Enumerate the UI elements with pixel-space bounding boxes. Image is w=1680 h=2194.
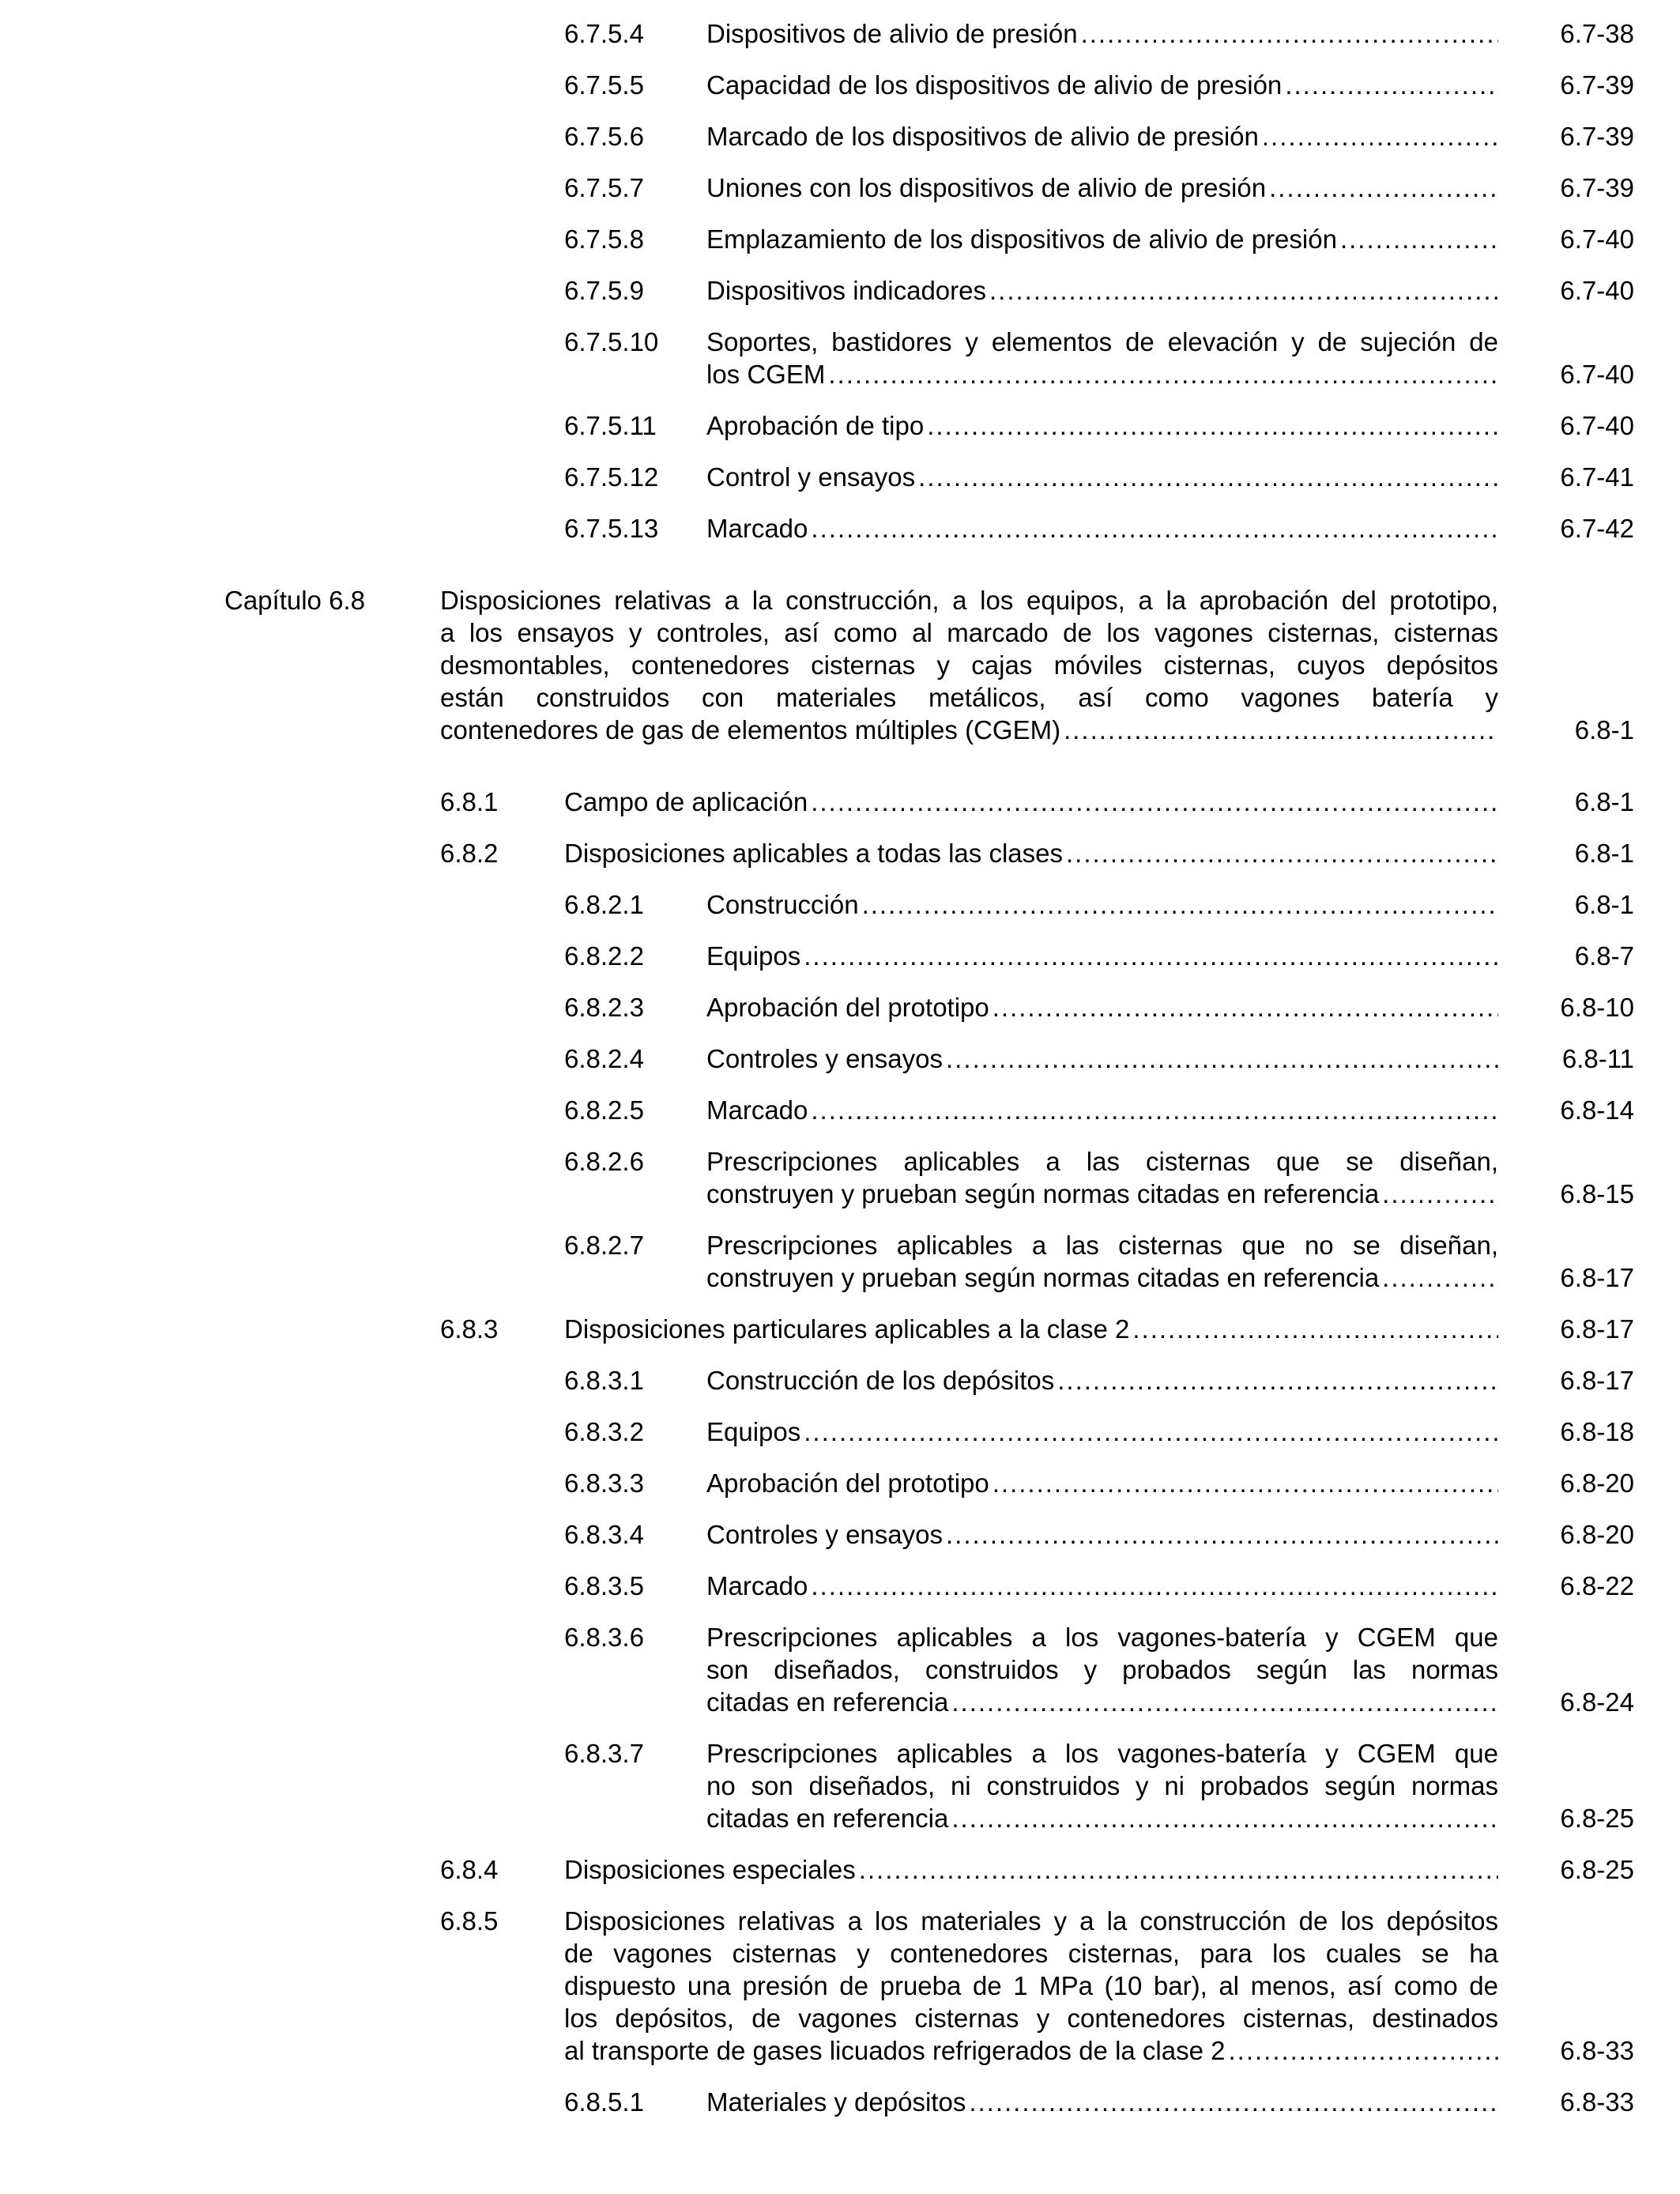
toc-entry-title-line: Controles y ensayos ..... (706, 1042, 1498, 1075)
toc-entry-title (706, 120, 1498, 153)
toc-entry[interactable] (0, 1621, 1680, 1718)
toc-entry-page-number: 6.8-25 (1560, 1855, 1634, 1884)
toc-entry-title-line: Dispositivos indicadores ..... (706, 274, 1498, 307)
toc-entry-title-line: Marcado ..... (706, 1094, 1498, 1126)
toc-entry-page-number: 6.7-41 (1560, 462, 1634, 492)
dot-leader (1379, 1178, 1498, 1210)
toc-entry-title (706, 274, 1498, 307)
toc-entry-page-number: 6.7-39 (1560, 122, 1634, 151)
toc-entry-page-number: 6.8-1 (1574, 839, 1634, 868)
toc-entry-title-line: Prescripciones aplicables a las cisternas que no se diseñan, (706, 1231, 1498, 1260)
dot-leader (800, 1416, 1498, 1448)
toc-entry[interactable] (0, 1737, 1680, 1834)
toc-entry-title-line: Disposiciones particulares aplicables a la clase 2 ..... (564, 1313, 1498, 1345)
toc-entry-title-line: construyen y prueban según normas citadas en referencia ..... (706, 1178, 1498, 1210)
toc-entry-number: 6.8.3.6 (564, 1623, 644, 1652)
toc-entry-title-line: los CGEM ..... (706, 358, 1498, 390)
toc-entry-title-line: Prescripciones aplicables a los vagones-batería y CGEM que (706, 1623, 1498, 1652)
toc-entry-title-line: Aprobación de tipo ..... (706, 409, 1498, 442)
toc-entry-page-number: 6.8-20 (1560, 1520, 1634, 1549)
toc-entry-title-line: Capacidad de los dispositivos de alivio de presión ..... (706, 69, 1498, 101)
toc-entry-number: 6.7.5.11 (564, 411, 657, 440)
toc-entry[interactable] (0, 69, 1680, 101)
toc-entry-title-line: Marcado ..... (706, 1570, 1498, 1602)
toc-entry[interactable] (0, 120, 1680, 153)
toc-entry-number: 6.8.2.6 (564, 1147, 644, 1176)
toc-entry-title-line: citadas en referencia ..... (706, 1686, 1498, 1718)
toc-entry-title-line: Disposiciones relativas a los materiales y a la construcción de los depósitos (564, 1906, 1498, 1936)
toc-entry-title-line: Marcado ..... (706, 512, 1498, 545)
toc-entry-number: 6.7.5.13 (564, 514, 659, 543)
toc-entry-page-number: 6.8-33 (1560, 2087, 1634, 2117)
toc-entry-page-number: 6.8-15 (1560, 1179, 1634, 1208)
toc-entry-title-line: construyen y prueban según normas citadas en referencia ..... (706, 1261, 1498, 1294)
toc-entry-title-line: Construcción de los depósitos ..... (706, 1364, 1498, 1397)
toc-entry[interactable] (0, 2086, 1680, 2118)
toc-entry[interactable] (0, 940, 1680, 972)
toc-entry-title (706, 1570, 1498, 1602)
dot-leader (825, 358, 1498, 390)
toc-entry-number: 6.7.5.12 (564, 462, 659, 492)
toc-entry-title (564, 1905, 1498, 2067)
toc-entry-title (564, 1853, 1498, 1886)
toc-entry-title (706, 1518, 1498, 1551)
toc-entry-page-number: 6.8-14 (1560, 1095, 1634, 1125)
dot-leader (808, 1094, 1498, 1126)
toc-entry-title (706, 991, 1498, 1023)
toc-entry[interactable] (0, 888, 1680, 921)
toc-entry-title-line: Equipos ..... (706, 1416, 1498, 1448)
toc-entry-title-line: Uniones con los dispositivos de alivio de presión ..... (706, 172, 1498, 204)
toc-entry-title (706, 512, 1498, 545)
toc-entry[interactable] (0, 786, 1680, 818)
toc-entry-title (564, 837, 1498, 869)
dot-leader (989, 991, 1498, 1023)
toc-entry-title-line: al transporte de gases licuados refrigerados de la clase 2 ..... (564, 2034, 1498, 2067)
toc-entry-title (706, 1737, 1498, 1834)
toc-entry[interactable] (0, 1467, 1680, 1499)
toc-entry-page-number: 6.8-20 (1560, 1468, 1634, 1498)
toc-entry[interactable] (0, 1042, 1680, 1075)
dot-leader (1129, 1313, 1498, 1345)
dot-leader (856, 1853, 1498, 1886)
toc-entry-page-number: 6.8-1 (1574, 890, 1634, 919)
toc-entry-page-number: 6.7-42 (1560, 514, 1634, 543)
toc-entry-number: 6.8.3.5 (564, 1571, 644, 1600)
toc-entry-title-line: están construidos con materiales metálicos, así como vagones batería y (440, 683, 1498, 712)
toc-entry[interactable] (0, 1145, 1680, 1210)
toc-entry[interactable] (0, 1229, 1680, 1294)
toc-entry[interactable] (0, 1905, 1680, 2067)
dot-leader (808, 786, 1498, 818)
toc-entry[interactable] (0, 991, 1680, 1023)
toc-entry-number: 6.7.5.9 (564, 276, 644, 305)
dot-leader (948, 1802, 1498, 1834)
dot-leader (943, 1518, 1498, 1551)
dot-leader (800, 940, 1498, 972)
toc-entry[interactable] (0, 1364, 1680, 1397)
dot-leader (1282, 69, 1498, 101)
toc-entry-title (706, 1364, 1498, 1397)
toc-entry-page-number: 6.7-39 (1560, 173, 1634, 202)
toc-entry-page-number: 6.7-39 (1560, 70, 1634, 100)
toc-entry-number: 6.8.2.7 (564, 1231, 644, 1260)
toc-entry-title (564, 786, 1498, 818)
dot-leader (1078, 17, 1498, 50)
dot-leader (924, 409, 1498, 442)
toc-entry-page-number: 6.7-40 (1560, 360, 1634, 389)
toc-entry-title (706, 326, 1498, 390)
toc-entry-page-number: 6.7-40 (1560, 224, 1634, 254)
toc-entry[interactable] (0, 274, 1680, 307)
toc-entry-number: 6.7.5.4 (564, 19, 644, 48)
toc-entry-title-line: Campo de aplicación ..... (564, 786, 1498, 818)
toc-entry-number: 6.8.5 (440, 1906, 499, 1936)
toc-entry-title-line: Construcción ..... (706, 888, 1498, 921)
toc-entry-title-line: los depósitos, de vagones cisternas y contenedores cisternas, destinados (564, 2004, 1498, 2033)
toc-entry-title-line: desmontables, contenedores cisternas y cajas móviles cisternas, cuyos depósitos (440, 650, 1498, 680)
toc-entry-title-line: no son diseñados, ni construidos y ni probados según normas (706, 1771, 1498, 1800)
toc-entry-title (706, 940, 1498, 972)
toc-entry-page-number: 6.8-17 (1560, 1263, 1634, 1292)
dot-leader (1054, 1364, 1498, 1397)
toc-entry[interactable] (0, 172, 1680, 204)
toc-entry-page-number: 6.7-38 (1560, 19, 1634, 48)
toc-entry-page-number: 6.8-33 (1560, 2036, 1634, 2065)
toc-entry-number: Capítulo 6.8 (224, 586, 365, 615)
toc-entry-number: 6.8.2.4 (564, 1044, 644, 1073)
toc-entry-number: 6.8.3.7 (564, 1739, 644, 1768)
toc-entry[interactable] (0, 1094, 1680, 1126)
toc-entry-title-line: dispuesto una presión de prueba de 1 MPa (10 bar), al menos, así como de (564, 1971, 1498, 2000)
toc-entry-number: 6.8.2.1 (564, 890, 644, 919)
toc-entry[interactable] (0, 837, 1680, 869)
toc-entry[interactable] (0, 223, 1680, 255)
toc-entry-page-number: 6.8-24 (1560, 1687, 1634, 1717)
toc-entry-page-number: 6.8-1 (1574, 715, 1634, 745)
toc-entry-title-line: Prescripciones aplicables a los vagones-batería y CGEM que (706, 1739, 1498, 1768)
toc-entry-title-line: Prescripciones aplicables a las cisternas que se diseñan, (706, 1147, 1498, 1176)
toc-entry-page-number: 6.8-18 (1560, 1417, 1634, 1446)
toc-entry-title-line: Marcado de los dispositivos de alivio de presión ..... (706, 120, 1498, 153)
toc-entry-page-number: 6.8-1 (1574, 787, 1634, 816)
toc-entry-title (440, 584, 1498, 746)
toc-entry[interactable] (0, 1416, 1680, 1448)
toc-entry-title-line: Aprobación del prototipo ..... (706, 991, 1498, 1023)
toc-entry-title (706, 1621, 1498, 1718)
toc-entry-number: 6.8.3.3 (564, 1468, 644, 1498)
toc-entry-title (706, 1145, 1498, 1210)
toc-entry-title (706, 1042, 1498, 1075)
toc-entry-title-line: Emplazamiento de los dispositivos de alivio de presión ..... (706, 223, 1498, 255)
toc-entry-title (706, 172, 1498, 204)
toc-entry-title-line: Dispositivos de alivio de presión ..... (706, 17, 1498, 50)
toc-entry-title-line: a los ensayos y controles, así como al marcado de los vagones cisternas, cisternas (440, 618, 1498, 647)
dot-leader (1266, 172, 1498, 204)
toc-entry-number: 6.8.2 (440, 839, 499, 868)
toc-entry-title (706, 69, 1498, 101)
toc-entry-title-line: Aprobación del prototipo ..... (706, 1467, 1498, 1499)
toc-entry-title-line: Controles y ensayos ..... (706, 1518, 1498, 1551)
dot-leader (943, 1042, 1498, 1075)
toc-entry-title-line: contenedores de gas de elementos múltiples (CGEM) ..... (440, 714, 1498, 746)
dot-leader (1060, 714, 1498, 746)
toc-entry-number: 6.7.5.10 (564, 327, 659, 356)
dot-leader (1226, 2034, 1499, 2067)
toc-entry[interactable] (0, 584, 1680, 746)
dot-leader (808, 1570, 1498, 1602)
toc-entry[interactable] (0, 512, 1680, 545)
toc-entry[interactable] (0, 1313, 1680, 1345)
toc-entry-number: 6.8.4 (440, 1855, 499, 1884)
toc-entry-title (706, 1094, 1498, 1126)
toc-entry[interactable] (0, 1518, 1680, 1551)
toc-entry-number: 6.8.3 (440, 1314, 499, 1344)
dot-leader (1259, 120, 1498, 153)
toc-entry-page-number: 6.8-22 (1560, 1571, 1634, 1600)
dot-leader (859, 888, 1498, 921)
toc-entry-title-line: Disposiciones especiales ..... (564, 1853, 1498, 1886)
toc-entry-page-number: 6.8-17 (1560, 1314, 1634, 1344)
dot-leader (915, 461, 1498, 493)
toc-entry-number: 6.7.5.7 (564, 173, 644, 202)
toc-entry-title-line: de vagones cisternas y contenedores cisternas, para los cuales se ha (564, 1939, 1498, 1968)
dot-leader (1063, 837, 1498, 869)
toc-entry-title (706, 1416, 1498, 1448)
toc-entry[interactable] (0, 409, 1680, 442)
toc-entry-title (706, 2086, 1498, 2118)
toc-entry-number: 6.8.3.4 (564, 1520, 644, 1549)
dot-leader (808, 512, 1498, 545)
dot-leader (1379, 1261, 1498, 1294)
dot-leader (948, 1686, 1498, 1718)
dot-leader (989, 1467, 1498, 1499)
dot-leader (1337, 223, 1498, 255)
toc-entry-number: 6.8.2.2 (564, 941, 644, 971)
toc-entry-number: 6.7.5.5 (564, 70, 644, 100)
toc-entry-title-line: son diseñados, construidos y probados según las normas (706, 1655, 1498, 1684)
toc-entry-title (706, 17, 1498, 50)
toc-entry-title (706, 1229, 1498, 1294)
dot-leader (986, 274, 1498, 307)
toc-entry[interactable] (0, 1853, 1680, 1886)
toc-entry-number: 6.8.2.3 (564, 993, 644, 1022)
toc-entry-title-line: Equipos ..... (706, 940, 1498, 972)
toc-entry-number: 6.8.5.1 (564, 2087, 644, 2117)
toc-entry-page-number: 6.8-10 (1560, 993, 1634, 1022)
toc-entry-title (706, 888, 1498, 921)
toc-entry-title-line: Control y ensayos ..... (706, 461, 1498, 493)
toc-entry[interactable] (0, 461, 1680, 493)
toc-entry-title-line: Disposiciones aplicables a todas las clases ..... (564, 837, 1498, 869)
toc-entry-title (706, 223, 1498, 255)
toc-entry-number: 6.7.5.6 (564, 122, 644, 151)
toc-entry-title (564, 1313, 1498, 1345)
toc-entry-number: 6.8.2.5 (564, 1095, 644, 1125)
toc-entry-number: 6.8.3.2 (564, 1417, 644, 1446)
toc-entry[interactable] (0, 1570, 1680, 1602)
toc-entry[interactable] (0, 326, 1680, 390)
toc-entry-title (706, 409, 1498, 442)
toc-entry-number: 6.8.3.1 (564, 1366, 644, 1395)
toc-entry-title-line: Disposiciones relativas a la construcción, a los equipos, a la aprobación del prototipo, (440, 586, 1498, 615)
table-of-contents (0, 17, 1680, 2118)
toc-entry-number: 6.7.5.8 (564, 224, 644, 254)
toc-entry[interactable] (0, 17, 1680, 50)
toc-entry-page-number: 6.7-40 (1560, 276, 1634, 305)
toc-entry-number: 6.8.1 (440, 787, 499, 816)
toc-entry-title-line: Materiales y depósitos ..... (706, 2086, 1498, 2118)
toc-entry-title (706, 1467, 1498, 1499)
toc-entry-page-number: 6.7-40 (1560, 411, 1634, 440)
toc-entry-title (706, 461, 1498, 493)
toc-entry-title-line: citadas en referencia ..... (706, 1802, 1498, 1834)
toc-entry-title-line: Soportes, bastidores y elementos de elevación y de sujeción de (706, 327, 1498, 356)
toc-entry-page-number: 6.8-25 (1560, 1804, 1634, 1833)
toc-entry-page-number: 6.8-11 (1561, 1044, 1634, 1073)
dot-leader (966, 2086, 1498, 2118)
toc-entry-page-number: 6.8-7 (1574, 941, 1634, 971)
toc-entry-page-number: 6.8-17 (1560, 1366, 1634, 1395)
